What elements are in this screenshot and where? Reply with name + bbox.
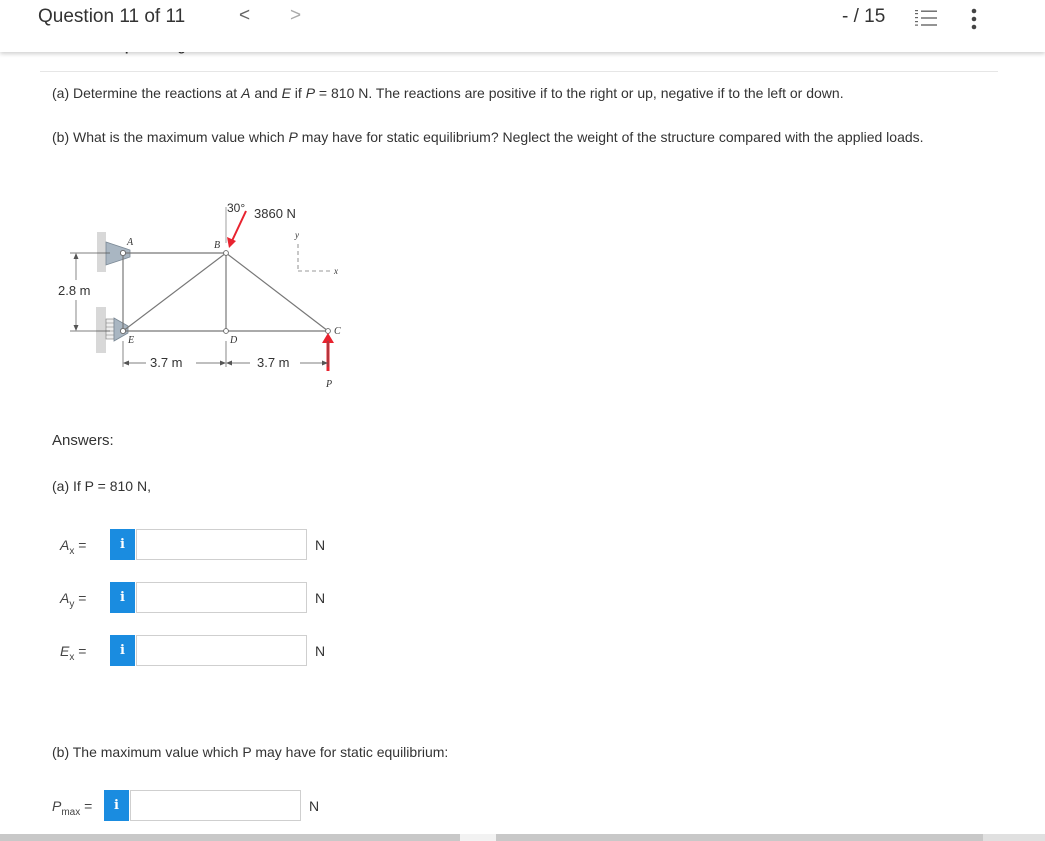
ay-input[interactable]	[136, 582, 307, 613]
label-p: P	[326, 379, 333, 390]
label-b: B	[214, 240, 221, 251]
upper-wall	[97, 232, 106, 272]
joint-e	[120, 328, 125, 333]
force-arrow-b	[231, 211, 246, 243]
next-question-button[interactable]: >	[290, 5, 302, 26]
ex-input[interactable]	[136, 635, 307, 666]
pmax-input[interactable]	[130, 790, 301, 821]
more-options-icon[interactable]	[965, 7, 983, 31]
roller-e	[106, 319, 114, 339]
answers-heading: Answers:	[52, 432, 114, 449]
unit-pmax: N	[309, 798, 320, 814]
span1-label: 3.7 m	[150, 355, 183, 370]
label-c: C	[334, 326, 341, 337]
info-button-pmax[interactable]: i	[104, 790, 129, 821]
joint-a	[120, 250, 125, 255]
height-dimension-label: 2.8 m	[58, 283, 91, 298]
angle-label: 30°	[227, 201, 246, 215]
part-b-label: (b) The maximum value which P may have for static equilibrium:	[52, 744, 449, 760]
content-divider	[40, 71, 998, 72]
numbered-list-icon[interactable]	[915, 9, 937, 27]
answer-label-ex: $E_x$ =	[60, 643, 87, 663]
answer-label-pmax: $P_{max}$ =	[52, 798, 93, 818]
joint-c	[326, 329, 331, 334]
truss-members	[123, 253, 328, 331]
previous-question-button[interactable]: <	[239, 5, 251, 26]
top-bar	[0, 0, 1045, 52]
info-button-ax[interactable]: i	[110, 529, 135, 560]
answer-row-ax	[52, 529, 352, 563]
force-label: 3860 N	[254, 206, 296, 221]
truss-figure	[50, 195, 370, 400]
horizontal-scrollbar-gap	[460, 834, 496, 841]
span2-label: 3.7 m	[257, 355, 290, 370]
unit-ex: N	[315, 643, 326, 659]
joint-b	[224, 251, 229, 256]
part-a-label: (a) If P = 810 N,	[52, 478, 151, 494]
ax-input[interactable]	[136, 529, 307, 560]
label-a: A	[127, 237, 134, 248]
info-button-ay[interactable]: i	[110, 582, 135, 613]
question-part-a: (a) Determine the reactions at A and E if P = 810 N. The reactions are positive if to the right or up, negative if to the left or down.	[52, 85, 844, 101]
joint-d	[224, 329, 229, 334]
force-arrowhead-b	[227, 237, 236, 248]
question-title: Question 11 of 11	[38, 6, 186, 27]
label-e: E	[128, 335, 135, 346]
unit-ay: N	[315, 590, 326, 606]
info-button-ex[interactable]: i	[110, 635, 135, 666]
answer-row-pmax	[52, 790, 352, 824]
lower-wall	[96, 307, 106, 353]
axis-y-label: y	[295, 230, 299, 240]
answer-label-ay: $A_y$ =	[60, 590, 87, 610]
unit-ax: N	[315, 537, 326, 553]
answer-row-ay	[52, 582, 352, 616]
answer-row-ex	[52, 635, 352, 669]
question-part-b: (b) What is the maximum value which P may have for static equilibrium? Neglect the weight of the structure compared with the applied loads.	[52, 129, 924, 145]
axis-x-label: x	[334, 266, 338, 276]
axes-icon	[298, 244, 332, 271]
label-d: D	[230, 335, 238, 346]
answer-label-ax: $A_x$ =	[60, 537, 87, 557]
score-display: - / 15	[842, 6, 886, 27]
